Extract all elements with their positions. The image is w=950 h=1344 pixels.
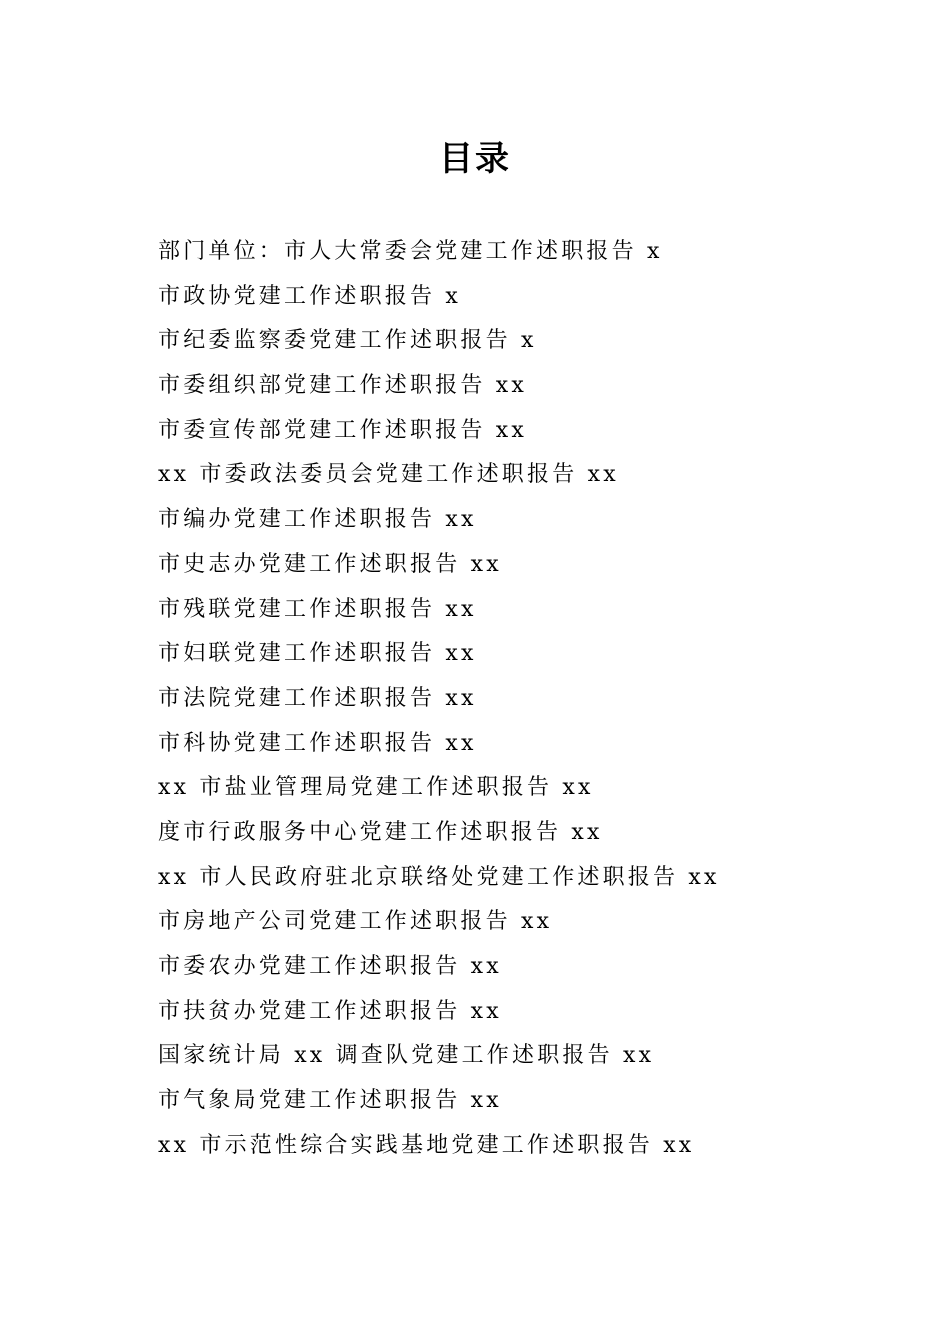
toc-entry: 市史志办党建工作述职报告 xx <box>158 551 502 577</box>
toc-entry: xx 市示范性综合实践基地党建工作述职报告 xx <box>158 1132 695 1158</box>
toc-entry: 市残联党建工作述职报告 xx <box>158 596 477 622</box>
toc-entry: xx 市人民政府驻北京联络处党建工作述职报告 xx <box>158 864 720 890</box>
toc-entry: 国家统计局 xx 调查队党建工作述职报告 xx <box>158 1043 655 1069</box>
toc-entry: 市委宣传部党建工作述职报告 xx <box>158 417 528 443</box>
page-title: 目录 <box>439 139 511 179</box>
toc-entry: 市编办党建工作述职报告 xx <box>158 507 477 533</box>
toc-entry: 部门单位：市人大常委会党建工作述职报告 x <box>158 239 663 264</box>
toc-entry: 市政协党建工作述职报告 x <box>158 283 462 309</box>
toc-entry: 市纪委监察委党建工作述职报告 x <box>158 328 537 354</box>
toc-entry: 市妇联党建工作述职报告 xx <box>158 641 477 667</box>
toc-entry: xx 市盐业管理局党建工作述职报告 xx <box>158 775 594 801</box>
toc-entry: 市气象局党建工作述职报告 xx <box>158 1088 502 1114</box>
toc-entry: xx 市委政法委员会党建工作述职报告 xx <box>158 462 619 488</box>
toc-entry: 市科协党建工作述职报告 xx <box>158 730 477 756</box>
table-of-contents <box>158 230 898 1168</box>
toc-entry: 市委农办党建工作述职报告 xx <box>158 954 502 979</box>
toc-entry: 市委组织部党建工作述职报告 xx <box>158 373 528 399</box>
toc-entry: 市房地产公司党建工作述职报告 xx <box>158 909 553 935</box>
toc-entry: 市扶贫办党建工作述职报告 xx <box>158 998 502 1024</box>
toc-entry: 市法院党建工作述职报告 xx <box>158 685 477 711</box>
toc-entry: 度市行政服务中心党建工作述职报告 xx <box>158 819 603 845</box>
